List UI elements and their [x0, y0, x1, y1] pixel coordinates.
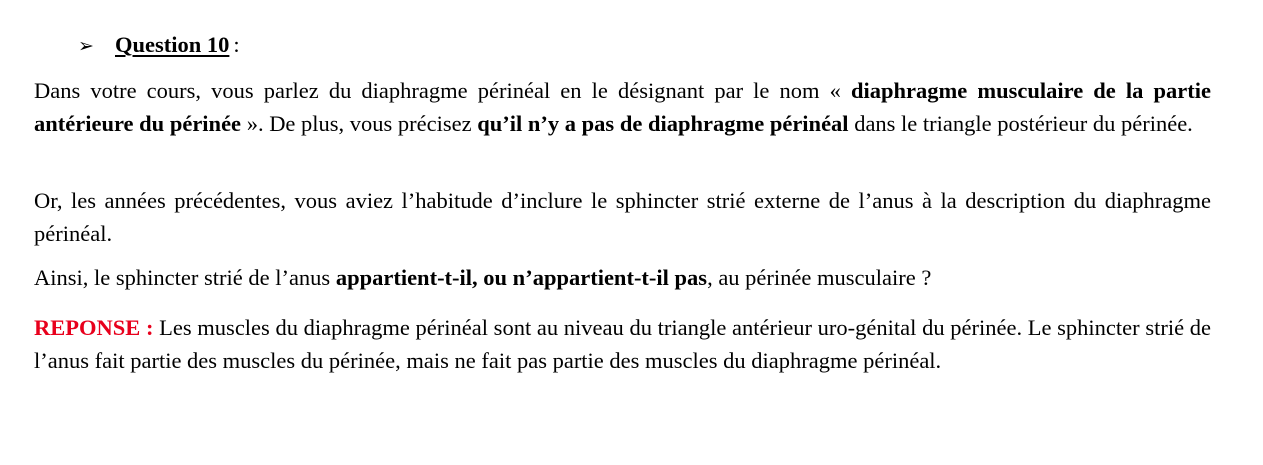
p1-text-1: Dans votre cours, vous parlez du diaphragme périnéal en le désignant par le nom « [34, 78, 851, 103]
question-colon: : [233, 32, 240, 57]
arrow-bullet-icon: ➢ [78, 36, 94, 57]
question-paragraph-3 [34, 262, 1211, 295]
answer-paragraph [34, 312, 1211, 377]
question-label: Question 10 [115, 32, 230, 57]
answer-text: Les muscles du diaphragme périnéal sont au niveau du triangle antérieur uro-génital du périnée. Le sphincter strié de l’anus fait partie des muscles du périnée, mais ne fait pas partie des muscles du diaphragme périnéal. [34, 315, 1211, 373]
question-heading [78, 30, 240, 62]
p1-bold-diaphragme-musculaire: diaphragme musculaire de la partie antérieure du périnée [34, 78, 1211, 136]
answer-label: REPONSE : [34, 315, 154, 340]
question-paragraph-1 [34, 75, 1211, 140]
p1-text-2: ». De plus, vous précisez [241, 110, 478, 136]
p3-text-2: , au périnée musculaire ? [707, 265, 932, 290]
p3-text-1: Ainsi, le sphincter strié de l’anus [34, 265, 336, 290]
p3-bold-appartient: appartient-t-il, ou n’appartient-t-il pas [335, 265, 708, 290]
p1-text-3: dans le triangle postérieur du périnée. [848, 110, 1193, 136]
question-paragraph-2: Or, les années précédentes, vous aviez l’habitude d’inclure le sphincter strié externe de l’anus à la description du diaphragme périnéal. [34, 188, 1211, 246]
p1-bold-pas-de-diaphragme: qu’il n’y a pas de diaphragme périnéal [477, 110, 849, 136]
